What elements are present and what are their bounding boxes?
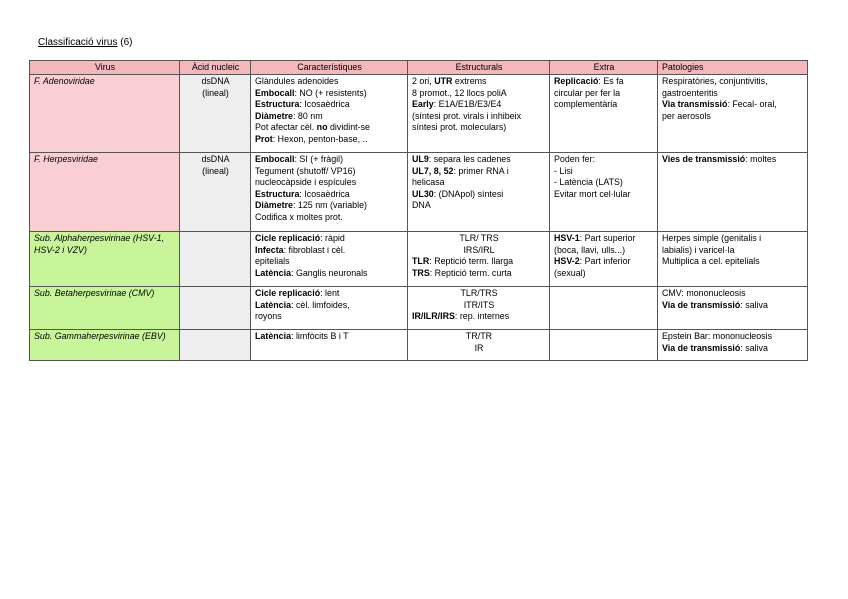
- extra-cell: [550, 153, 658, 232]
- header-row: [30, 61, 808, 75]
- line-text: ITR/ITS: [463, 299, 495, 310]
- line-text: dividint-se: [327, 122, 370, 133]
- cell-line: [255, 166, 404, 178]
- line-text: DNA: [412, 200, 431, 211]
- line-text: Evitar mort cel·lular: [554, 188, 631, 199]
- estructurals-cell: [408, 287, 550, 330]
- cell-line: [662, 111, 804, 123]
- virus-name: F. Adenoviridae: [34, 76, 95, 86]
- cell-line: [412, 111, 546, 123]
- cell-line: [662, 99, 804, 111]
- extra-cell: [550, 75, 658, 153]
- cell-line: [662, 300, 804, 312]
- cell-line: [412, 166, 546, 178]
- cell-line: [255, 154, 404, 166]
- line-text: : Reptició term. llarga: [429, 256, 514, 267]
- bold-term: Cicle replicació: [255, 233, 321, 243]
- cell-line: [662, 343, 804, 355]
- cell-line: [662, 154, 804, 166]
- acid-line: (lineal): [202, 165, 229, 176]
- line-text: complementària: [554, 99, 618, 110]
- cell-line: [662, 88, 804, 100]
- cell-line: [662, 245, 804, 257]
- cell-line: [255, 256, 404, 268]
- cell-line: [554, 256, 654, 268]
- table-row: [30, 232, 808, 287]
- line-text: labialis) i varicel·la: [662, 244, 735, 255]
- title-text: Classificació virus: [38, 37, 118, 48]
- cell-line: [554, 88, 654, 100]
- line-text: : separa les cadenes: [428, 154, 511, 164]
- line-text: Pot afectar cèl.: [255, 122, 317, 133]
- cell-line: [255, 212, 404, 224]
- cell-line: [255, 111, 404, 123]
- cell-line: [662, 331, 804, 343]
- cell-line: [255, 288, 404, 300]
- cell-line: [412, 200, 546, 212]
- line-text: : primer RNA i: [453, 165, 509, 176]
- cell-line: [662, 288, 804, 300]
- acid-cell: [180, 153, 251, 232]
- line-text: circular per fer la: [554, 87, 621, 98]
- header-acid: Àcid nucleic: [180, 61, 251, 75]
- cell-line: [412, 88, 546, 100]
- cell-line: [412, 331, 546, 343]
- line-text: : 125 nm (variable): [292, 200, 367, 211]
- bold-term: Embocall: [255, 154, 295, 164]
- line-text: TR/TR: [465, 331, 493, 341]
- bold-term: TRS: [412, 267, 430, 278]
- caracteristiques-cell: [251, 232, 408, 287]
- cell-line: [554, 177, 654, 189]
- virus-name: F. Herpesviridae: [34, 154, 98, 164]
- bold-term: TLR: [412, 256, 430, 267]
- cell-line: [255, 331, 404, 343]
- line-text: Poden fer:: [554, 154, 595, 164]
- extra-cell: [550, 287, 658, 330]
- acid-line: dsDNA: [201, 76, 230, 86]
- virus-cell: [30, 75, 180, 153]
- line-text: Codifica x moltes prot.: [255, 211, 343, 222]
- extra-cell: [550, 232, 658, 287]
- acid-cell: [180, 287, 251, 330]
- cell-line: [412, 311, 546, 323]
- estructurals-cell: [408, 232, 550, 287]
- line-text: : (DNApol) síntesi: [433, 188, 504, 199]
- cell-line: [662, 233, 804, 245]
- cell-line: [412, 189, 546, 201]
- line-text: (síntesi prot. virals i inhibeix: [412, 110, 522, 121]
- line-text: nucleocàpside i espícules: [255, 177, 357, 188]
- line-text: : limfòcits B i T: [291, 331, 349, 341]
- bold-term: UTR: [434, 76, 453, 86]
- line-text: Multiplica a cel. epitelials: [662, 256, 760, 267]
- line-text: TLR/ TRS: [459, 233, 499, 243]
- patologies-cell: [658, 75, 808, 153]
- bold-term: Latència: [255, 267, 292, 278]
- bold-term: Vies de transmissió: [662, 154, 746, 164]
- line-text: síntesi prot. moleculars): [412, 122, 507, 133]
- bold-term: Prot: [255, 133, 273, 144]
- caracteristiques-cell: [251, 287, 408, 330]
- bold-term: Latència: [255, 331, 292, 341]
- cell-line: [255, 200, 404, 212]
- cell-line: [412, 256, 546, 268]
- line-text: (sexual): [554, 267, 586, 278]
- line-text: : fibroblast i cèl.: [283, 244, 346, 255]
- line-text: : Reptició term. curta: [429, 267, 512, 278]
- line-text: : saliva: [740, 342, 768, 353]
- bold-term: Infecta: [255, 244, 284, 255]
- cell-line: [412, 288, 546, 300]
- line-text: extrems: [452, 76, 487, 86]
- cell-line: [255, 245, 404, 257]
- cell-line: [412, 177, 546, 189]
- line-text: : lent: [320, 288, 340, 298]
- cell-line: [255, 177, 404, 189]
- bold-term: Via de transmissió: [662, 342, 741, 353]
- cell-line: [554, 189, 654, 201]
- acid-cell: [180, 75, 251, 153]
- cell-line: [255, 233, 404, 245]
- cell-line: [255, 134, 404, 146]
- patologies-cell: [658, 232, 808, 287]
- virus-cell: [30, 153, 180, 232]
- line-text: TLR/TRS: [460, 288, 498, 298]
- cell-line: [412, 300, 546, 312]
- line-text: Glàndules adenoides: [255, 76, 339, 86]
- line-text: : Icosaèdrica: [299, 188, 350, 199]
- acid-cell: [180, 330, 251, 361]
- line-text: : Icosaèdrica: [299, 99, 350, 110]
- bold-term: Embocall: [255, 87, 295, 98]
- line-text: Tegument (shutoff/ VP16): [255, 165, 356, 176]
- line-text: : Fecal- oral,: [727, 99, 777, 110]
- cell-line: [255, 76, 404, 88]
- bold-term: Diàmetre: [255, 110, 293, 121]
- line-text: : moltes: [745, 154, 777, 164]
- estructurals-cell: [408, 330, 550, 361]
- line-text: : Es fa: [598, 76, 624, 86]
- estructurals-cell: [408, 75, 550, 153]
- caracteristiques-cell: [251, 153, 408, 232]
- line-text: epitelials: [255, 256, 290, 267]
- cell-line: [255, 88, 404, 100]
- header-virus: Virus: [30, 61, 180, 75]
- cell-line: [412, 154, 546, 166]
- table-body: [30, 75, 808, 361]
- cell-line: [554, 76, 654, 88]
- line-text: : ràpid: [320, 233, 345, 243]
- patologies-cell: [658, 153, 808, 232]
- header-patologies: Patologies: [658, 61, 808, 75]
- line-text: gastroenteritis: [662, 87, 718, 98]
- bold-term: Via de transmissió: [662, 299, 741, 310]
- virus-cell: [30, 232, 180, 287]
- page-title: [38, 37, 132, 49]
- table-row: [30, 330, 808, 361]
- line-text: : Part inferior: [579, 256, 631, 267]
- line-text: Herpes simple (genitalis i: [662, 233, 762, 243]
- line-text: : rep. internes: [454, 311, 510, 322]
- table-row: [30, 153, 808, 232]
- virus-name: Sub. Alphaherpesvirinae (HSV-1, HSV-2 i VZV): [34, 233, 165, 255]
- virus-name: Sub. Gammaherpesvirinae (EBV): [34, 331, 166, 341]
- bold-term: no: [316, 122, 328, 133]
- caracteristiques-cell: [251, 75, 408, 153]
- cell-line: [255, 189, 404, 201]
- line-text: (boca, llavi, ulls...): [554, 244, 626, 255]
- bold-term: HSV-1: [554, 233, 580, 243]
- cell-line: [412, 268, 546, 280]
- virus-name: Sub. Betaherpesvirinae (CMV): [34, 288, 155, 298]
- bold-term: Early: [412, 99, 434, 110]
- line-text: CMV: mononucleosis: [662, 288, 746, 298]
- line-text: : E1A/E1B/E3/E4: [433, 99, 502, 110]
- bold-term: HSV-2: [554, 256, 580, 267]
- line-text: : Part superior: [579, 233, 636, 243]
- cell-line: [412, 99, 546, 111]
- virus-classification-table: [29, 60, 808, 361]
- bold-term: IR/ILR/IRS: [412, 311, 455, 322]
- cell-line: [554, 233, 654, 245]
- bold-term: UL9: [412, 154, 429, 164]
- bold-term: Estructura: [255, 99, 300, 110]
- line-text: : Ganglis neuronals: [291, 267, 368, 278]
- line-text: Epstein Bar: mononucleosis: [662, 331, 773, 341]
- bold-term: Estructura: [255, 188, 300, 199]
- line-text: - Latència (LATS): [554, 177, 623, 188]
- cell-line: [412, 245, 546, 257]
- cell-line: [554, 268, 654, 280]
- line-text: IRS/IRL: [463, 244, 495, 255]
- line-text: : saliva: [740, 299, 768, 310]
- acid-line: dsDNA: [201, 154, 230, 164]
- estructurals-cell: [408, 153, 550, 232]
- cell-line: [255, 122, 404, 134]
- title-count: (6): [120, 37, 133, 48]
- table-row: [30, 287, 808, 330]
- virus-cell: [30, 330, 180, 361]
- cell-line: [554, 166, 654, 178]
- line-text: Respiratòries, conjuntivitis,: [662, 76, 768, 86]
- cell-line: [554, 245, 654, 257]
- cell-line: [412, 122, 546, 134]
- bold-term: Diàmetre: [255, 200, 293, 211]
- line-text: helicasa: [412, 177, 445, 188]
- cell-line: [412, 343, 546, 355]
- header-caracteristiques: Característiques: [251, 61, 408, 75]
- cell-line: [255, 99, 404, 111]
- line-text: - Lisi: [554, 165, 573, 176]
- bold-term: Replicació: [554, 76, 599, 86]
- cell-line: [554, 154, 654, 166]
- header-estructurals: Estructurals: [408, 61, 550, 75]
- bold-term: UL30: [412, 188, 434, 199]
- cell-line: [255, 268, 404, 280]
- line-text: : cèl. limfoides,: [291, 299, 350, 310]
- cell-line: [412, 76, 546, 88]
- cell-line: [554, 99, 654, 111]
- cell-line: [255, 311, 404, 323]
- cell-line: [662, 76, 804, 88]
- bold-term: Cicle replicació: [255, 288, 321, 298]
- line-text: : NO (+ resistents): [294, 87, 367, 98]
- acid-line: (lineal): [202, 87, 229, 98]
- header-extra: Extra: [550, 61, 658, 75]
- virus-cell: [30, 287, 180, 330]
- line-text: : SI (+ fràgil): [294, 154, 344, 164]
- bold-term: UL7, 8, 52: [412, 165, 454, 176]
- patologies-cell: [658, 330, 808, 361]
- line-text: : Hexon, penton-base, ..: [272, 133, 368, 144]
- cell-line: [255, 300, 404, 312]
- line-text: royons: [255, 311, 282, 322]
- extra-cell: [550, 330, 658, 361]
- caracteristiques-cell: [251, 330, 408, 361]
- line-text: 2 ori,: [412, 76, 435, 86]
- line-text: IR: [474, 342, 484, 353]
- patologies-cell: [658, 287, 808, 330]
- line-text: per aerosols: [662, 110, 711, 121]
- bold-term: Via transmissió: [662, 99, 728, 110]
- line-text: 8 promot., 12 llocs poliA: [412, 87, 507, 98]
- cell-line: [662, 256, 804, 268]
- acid-cell: [180, 232, 251, 287]
- cell-line: [412, 233, 546, 245]
- line-text: : 80 nm: [292, 110, 323, 121]
- table-row: [30, 75, 808, 153]
- bold-term: Latència: [255, 299, 292, 310]
